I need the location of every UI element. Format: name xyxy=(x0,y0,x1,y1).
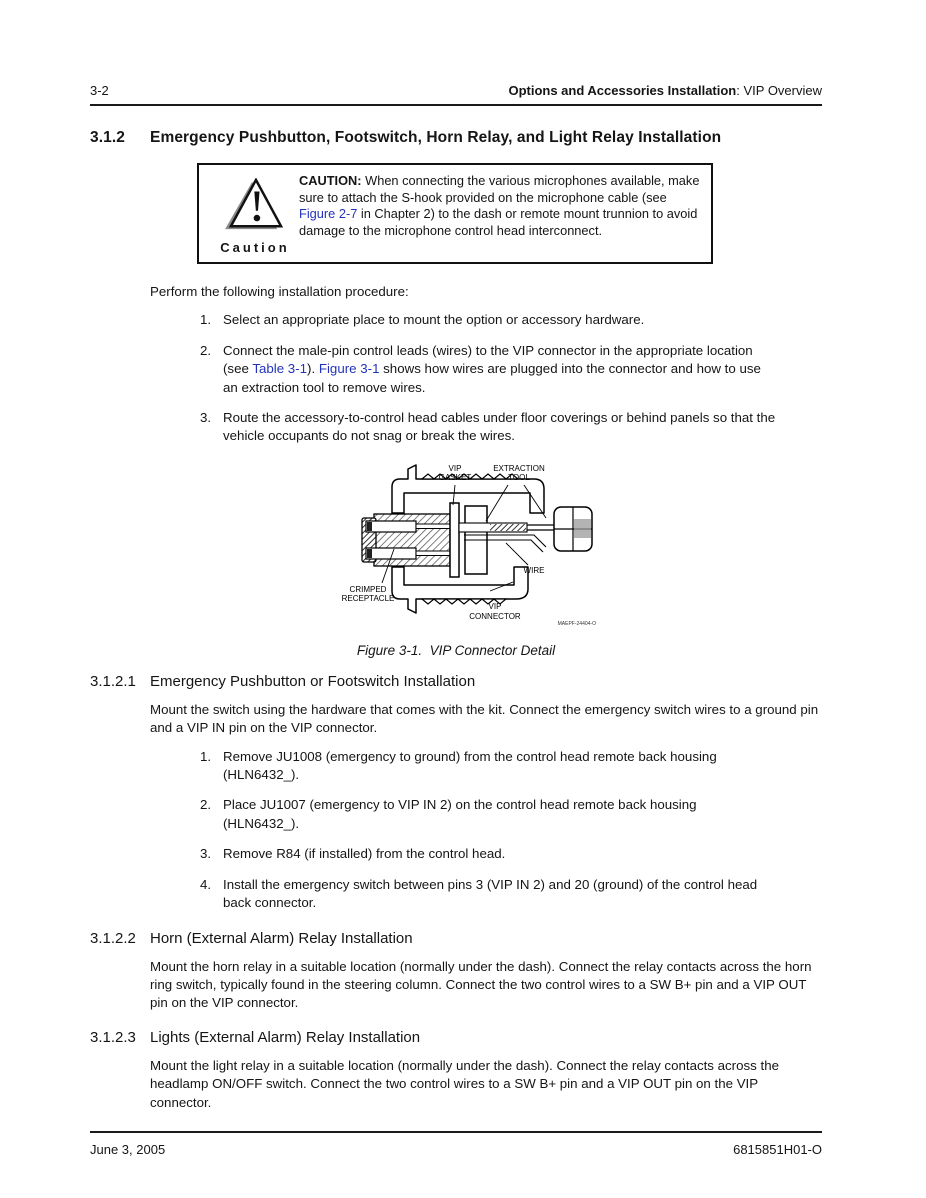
connector-lower-shell xyxy=(392,567,528,613)
figure-label-extraction-tool: TOOL xyxy=(508,472,530,482)
figure-label-extraction-tool: EXTRACTION xyxy=(493,463,545,473)
item-text-seg: ). xyxy=(307,361,319,377)
item-number: 3. xyxy=(200,846,212,862)
step-2 xyxy=(200,796,822,833)
pin-upper-cap xyxy=(367,522,372,531)
subsection-number: 3.1.2.1 xyxy=(90,672,136,690)
page-header xyxy=(90,83,822,98)
caution-text-1: When connecting the various microphones available, make sure to attach the S-hook provided on the microphone cable (see xyxy=(299,173,700,205)
subsection-title: Lights (External Alarm) Relay Installation xyxy=(150,1028,421,1046)
caution-box xyxy=(197,163,713,264)
link-table-3-1[interactable]: Table 3-1 xyxy=(252,361,308,377)
figure-label-crimped-receptacle: CRIMPED xyxy=(349,584,387,594)
pin-lower-cap xyxy=(367,549,372,558)
subsection-number: 3.1.2.2 xyxy=(90,929,136,947)
subsection-title: Emergency Pushbutton or Footswitch Installation xyxy=(150,672,476,690)
caution-text-2: in Chapter 2) to the dash or remote mount trunnion to avoid damage to the microphone control head interconnect. xyxy=(299,206,698,238)
step-3 xyxy=(200,845,822,863)
intro-paragraph: Perform the following installation procedure: xyxy=(150,284,409,299)
footer-part-number: 6815851H01-O xyxy=(733,1142,822,1157)
item-text: Route the accessory-to-control head cables under floor coverings or behind panels so that the vehicle occupants do not snag or break the wires. xyxy=(223,410,776,444)
item-text: Place JU1007 (emergency to VIP IN 2) on the control head remote back housing (HLN6432_). xyxy=(223,797,697,831)
subsection-heading-3-1-2-3 xyxy=(90,1029,822,1046)
header-title-rest: : VIP Overview xyxy=(736,83,822,98)
vip-gasket-plate xyxy=(450,503,459,577)
procedure-item-3 xyxy=(200,409,822,446)
body-paragraph: Mount the switch using the hardware that comes with the kit. Connect the emergency switch wires to a ground pin and a VIP IN pin on the VIP connector. xyxy=(150,701,819,736)
item-text xyxy=(223,342,779,397)
header-rule xyxy=(90,104,822,106)
leader-wire xyxy=(506,543,528,565)
item-text-seg: shows how wires are plugged into the connector and how to use an extraction tool to remove wires. xyxy=(223,361,761,395)
procedure-item-1 xyxy=(200,311,822,329)
item-number: 1. xyxy=(200,748,212,764)
subsection-number: 3.1.2.3 xyxy=(90,1028,136,1046)
figure-label-vip-gasket: GASKET xyxy=(438,472,472,482)
section-title: Emergency Pushbutton, Footswitch, Horn Relay, and Light Relay Installation xyxy=(150,129,722,146)
body-paragraph: Mount the light relay in a suitable location (normally under the dash). Connect the relay contacts across the headlamp ON/OFF switch. Connect the two control wires to a SW B+ pin and a VIP OUT pin on the VIP connector. xyxy=(150,1057,779,1110)
pin-upper xyxy=(366,521,416,532)
header-title-bold: Options and Accessories Installation xyxy=(508,83,737,98)
pin-rod-upper xyxy=(416,524,450,529)
header-page-number: 3-2 xyxy=(90,83,109,98)
pin-rod-lower xyxy=(416,551,450,556)
figure-label-vip-connector: CONNECTOR xyxy=(469,611,521,621)
subsection-heading-3-1-2-1 xyxy=(90,673,822,690)
caution-text xyxy=(299,172,701,255)
link-figure-3-1[interactable]: Figure 3-1 xyxy=(318,361,380,377)
item-text: Install the emergency switch between pins 3 (VIP IN 2) and 20 (ground) of the control head back connector. xyxy=(223,876,758,911)
step-4 xyxy=(200,876,822,913)
procedure-list xyxy=(90,311,822,445)
figure-label-vip-gasket: VIP xyxy=(448,463,462,473)
tool-tube-knurl xyxy=(490,524,526,531)
item-number: 1. xyxy=(200,312,212,328)
emergency-switch-steps xyxy=(90,748,822,913)
figure-label-wire: WIRE xyxy=(523,565,545,575)
figure-artwork-code: MAEPF-24404-O xyxy=(557,620,596,627)
item-number: 4. xyxy=(200,876,212,892)
item-text: Remove JU1008 (emergency to ground) from the control head remote back housing (HLN6432_). xyxy=(223,748,717,783)
step-1 xyxy=(200,748,822,785)
figure-label-vip-connector: VIP xyxy=(488,601,502,611)
subsection-heading-3-1-2-2 xyxy=(90,930,822,947)
vip-connector-figure xyxy=(338,461,610,634)
header-title xyxy=(508,83,822,98)
section-heading-3-1-2 xyxy=(90,129,822,147)
figure-label-crimped-receptacle: RECEPTACLE xyxy=(341,593,395,603)
procedure-item-2 xyxy=(200,342,822,397)
subsection-title: Horn (External Alarm) Relay Installation xyxy=(150,929,413,947)
item-text-seg: Connect the male-pin control leads (wires) to the VIP connector in the appropriate location (see xyxy=(223,342,753,377)
handle-grip-band xyxy=(574,519,591,538)
item-number: 3. xyxy=(200,410,212,426)
caution-label: Caution xyxy=(220,240,290,255)
caution-icon-column xyxy=(211,172,299,255)
section-number: 3.1.2 xyxy=(90,129,125,146)
page-footer xyxy=(90,1131,822,1157)
item-text: Remove R84 (if installed) from the control head. xyxy=(223,846,506,862)
item-text: Select an appropriate place to mount the option or accessory hardware. xyxy=(223,312,645,328)
body-paragraph: Mount the horn relay in a suitable location (normally under the dash). Connect the relay contacts across the horn ring switch, typically found in the steering column. Connect the two control wires to a SW B+ pin and a VIP OUT pin on the VIP connector. xyxy=(150,958,812,1011)
link-figure-2-7[interactable]: Figure 2-7 xyxy=(299,206,358,222)
item-number: 2. xyxy=(200,797,212,813)
footer-date: June 3, 2005 xyxy=(90,1142,166,1157)
vip-connector-diagram xyxy=(338,461,610,629)
item-number: 2. xyxy=(200,342,212,358)
warning-triangle-icon xyxy=(224,178,286,232)
figure-caption: Figure 3-1. VIP Connector Detail xyxy=(356,642,556,658)
caution-lead: CAUTION: xyxy=(299,173,362,188)
